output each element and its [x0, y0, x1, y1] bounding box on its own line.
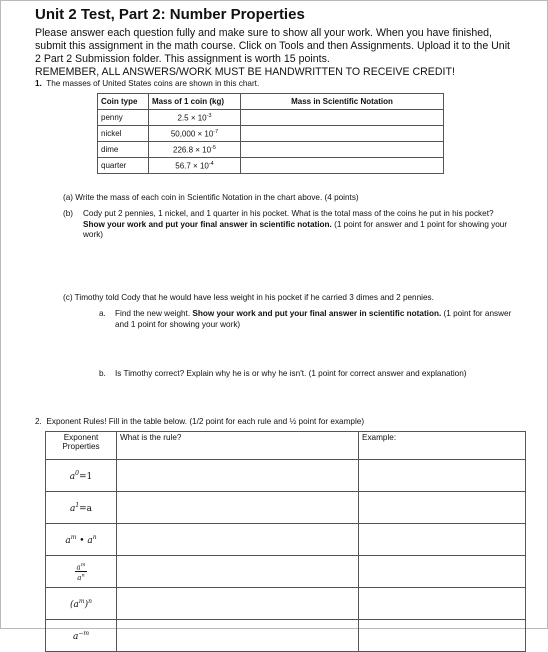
table-row	[98, 110, 444, 126]
example-cell[interactable]	[359, 524, 526, 556]
question-2-text: Exponent Rules! Fill in the table below. (1/2 point for each rule and ½ point for example)	[46, 417, 365, 426]
coin-mass-table	[97, 93, 444, 174]
header-rule: What is the rule?	[117, 432, 359, 460]
coin-mass: $56.7 \times 10^{-4}$	[149, 158, 241, 174]
part-c-b-label: b.	[99, 369, 106, 378]
answer-cell[interactable]	[241, 110, 444, 126]
example-cell[interactable]	[359, 556, 526, 588]
coin-name: penny	[98, 110, 149, 126]
table-row	[46, 588, 526, 620]
header-example: Example:	[359, 432, 526, 460]
part-c-a-instruction: Show your work and put your final answer in scientific notation.	[192, 309, 442, 318]
coin-mass: $226.8 \times 10^{-5}$	[149, 142, 241, 158]
header-coin-type: Coin type	[98, 94, 149, 110]
part-a: (a) Write the mass of each coin in Scientific Notation in the chart above. (4 points)	[63, 193, 359, 202]
part-c-a-label: a.	[99, 309, 106, 318]
rule-cell[interactable]	[117, 588, 359, 620]
rule-cell[interactable]	[117, 620, 359, 652]
table-row	[46, 556, 526, 588]
coin-mass: $50,000 \times 10^{-7}$	[149, 126, 241, 142]
table-header-row	[98, 94, 444, 110]
rule-cell[interactable]	[117, 556, 359, 588]
rule-cell[interactable]	[117, 460, 359, 492]
question-2-prompt	[35, 417, 515, 428]
property-power: $(a^m)^n$	[46, 588, 117, 620]
question-1-text: The masses of United States coins are shown in this chart.	[46, 79, 260, 88]
coin-name: nickel	[98, 126, 149, 142]
part-c: (c) Timothy told Cody that he would have less weight in his pocket if he carried 3 dimes and 2 pennies.	[63, 293, 434, 302]
question-1-prompt	[35, 79, 259, 88]
part-b-points: (1 point for answer and 1 point for showing your work)	[83, 219, 508, 240]
example-cell[interactable]	[359, 492, 526, 524]
example-cell[interactable]	[359, 620, 526, 652]
coin-name: dime	[98, 142, 149, 158]
header-properties: Exponent Properties	[46, 432, 117, 460]
example-cell[interactable]	[359, 588, 526, 620]
rule-cell[interactable]	[117, 492, 359, 524]
part-c-b: Is Timothy correct? Explain why he is or why he isn't. (1 point for correct answer and explanation)	[115, 369, 467, 378]
property-quotient	[46, 556, 117, 588]
property-zero-exponent: $a^0=1$	[46, 460, 117, 492]
question-1-number: 1.	[35, 79, 42, 88]
property-product: $a^m$ • $a^n$	[46, 524, 117, 556]
table-row	[46, 460, 526, 492]
table-row	[46, 524, 526, 556]
table-row	[98, 158, 444, 174]
coin-mass: $2.5 \times 10^{-3}$	[149, 110, 241, 126]
part-c-a	[115, 309, 519, 330]
quotient-fraction: $\frac{a^m}{a^n}$	[76, 561, 86, 583]
exponent-rules-table	[45, 431, 526, 652]
header-mass: Mass of 1 coin (kg)	[149, 94, 241, 110]
question-2-number: 2.	[35, 417, 42, 426]
coin-name: quarter	[98, 158, 149, 174]
table-row	[46, 620, 526, 652]
instructions	[35, 27, 515, 79]
table-row	[98, 126, 444, 142]
property-negative-exponent: $a^{-m}$	[46, 620, 117, 652]
header-scientific: Mass in Scientific Notation	[241, 94, 444, 110]
answer-cell[interactable]	[241, 126, 444, 142]
part-b-label: (b)	[63, 209, 74, 218]
table-row	[98, 142, 444, 158]
table-row	[46, 492, 526, 524]
page-title: Unit 2 Test, Part 2: Number Properties	[35, 6, 305, 23]
example-cell[interactable]	[359, 460, 526, 492]
part-c-a-points: (1 point for answer and 1 point for showing your work)	[115, 309, 512, 329]
instructions-text: Please answer each question fully and make sure to show all your work. When you have finished, submit this assignment in the math course. Click on Tools and then Assignments. Upload it to the Unit 2 Part 2 Submission folder. This assignment is worth 15 points.	[35, 27, 511, 65]
part-b	[83, 209, 515, 241]
answer-cell[interactable]	[241, 158, 444, 174]
answer-cell[interactable]	[241, 142, 444, 158]
table-header-row	[46, 432, 526, 460]
part-c-a-text: Find the new weight.	[115, 309, 191, 318]
rule-cell[interactable]	[117, 524, 359, 556]
handwritten-warning: REMEMBER, ALL ANSWERS/WORK MUST BE HANDWRITTEN TO RECEIVE CREDIT!	[35, 66, 455, 78]
part-b-instruction: Show your work and put your final answer in scientific notation.	[83, 219, 332, 229]
part-b-text: Cody put 2 pennies, 1 nickel, and 1 quarter in his pocket. What is the total mass of the coins he put in his pocket?	[83, 209, 494, 218]
property-one-exponent: $a^1=a$	[46, 492, 117, 524]
